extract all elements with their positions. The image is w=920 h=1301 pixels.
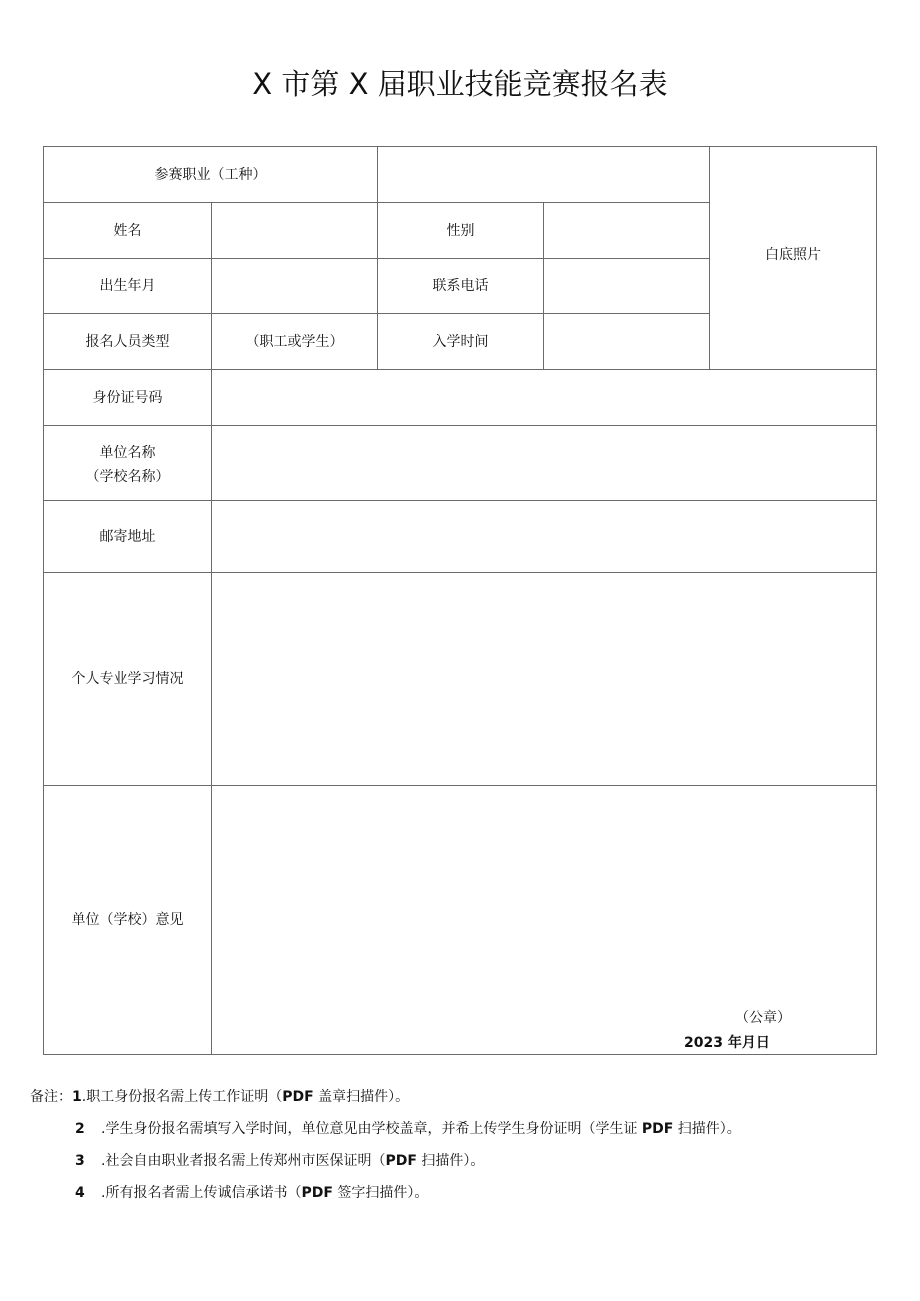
birth-label: 出生年月 xyxy=(44,259,212,314)
notes-prefix: 备注： xyxy=(30,1089,72,1105)
note-number: 4 xyxy=(75,1185,85,1201)
note-text-end: 扫描件）。 xyxy=(416,1153,485,1169)
note-text-end: 签字扫描件）。 xyxy=(332,1185,429,1201)
enroll-field[interactable] xyxy=(544,314,710,370)
note-text: .职工身份报名需上传工作证明（ xyxy=(81,1089,283,1105)
birth-field[interactable] xyxy=(212,259,378,314)
phone-label: 联系电话 xyxy=(378,259,544,314)
note-pdf: PDF xyxy=(641,1121,674,1137)
registration-form-table xyxy=(43,146,877,1055)
opinion-label: 单位（学校）意见 xyxy=(44,786,212,1055)
unit-label xyxy=(44,426,212,501)
note-text: .学生身份报名需填写入学时间，单位意见由学校盖章，并希上传学生身份证明（学生证 xyxy=(101,1121,642,1137)
type-field[interactable] xyxy=(212,314,378,370)
note-number: 1 xyxy=(72,1089,82,1105)
enroll-label: 入学时间 xyxy=(378,314,544,370)
type-hint: （职工或学生） xyxy=(245,333,344,350)
seal-text: （公章） xyxy=(735,1010,791,1026)
study-field[interactable] xyxy=(212,573,877,786)
page-title: X 市第 X 届职业技能竞赛报名表 xyxy=(252,67,668,101)
note-pdf: PDF xyxy=(385,1153,417,1169)
unit-label-line1: 单位名称 xyxy=(99,445,156,461)
unit-field[interactable] xyxy=(212,426,877,501)
note-text-end: 扫描件）。 xyxy=(673,1121,741,1137)
address-field[interactable] xyxy=(212,501,877,573)
gender-field[interactable] xyxy=(544,203,710,259)
study-label: 个人专业学习情况 xyxy=(44,573,212,786)
note-text-end: 盖章扫描件）。 xyxy=(313,1089,410,1105)
name-field[interactable] xyxy=(212,203,378,259)
unit-label-line2: （学校名称） xyxy=(85,469,170,485)
photo-box[interactable] xyxy=(710,147,877,370)
note-text: .社会自由职业者报名需上传郑州市医保证明（ xyxy=(101,1153,386,1169)
note-number: 2 xyxy=(75,1121,85,1137)
note-3 xyxy=(75,1151,484,1171)
date-text: 2023 年月日 xyxy=(684,1035,770,1051)
occupation-field[interactable] xyxy=(378,147,710,203)
note-number: 3 xyxy=(75,1153,85,1169)
phone-field[interactable] xyxy=(544,259,710,314)
id-label: 身份证号码 xyxy=(44,370,212,426)
address-label: 邮寄地址 xyxy=(44,501,212,573)
id-field[interactable] xyxy=(212,370,877,426)
note-4 xyxy=(75,1183,428,1203)
occupation-label: 参赛职业（工种） xyxy=(44,147,378,203)
opinion-field[interactable] xyxy=(212,786,877,1055)
note-2 xyxy=(75,1119,741,1139)
note-pdf: PDF xyxy=(282,1089,314,1105)
name-label: 姓名 xyxy=(44,203,212,259)
note-1 xyxy=(30,1087,409,1107)
note-pdf: PDF xyxy=(301,1185,333,1201)
type-label: 报名人员类型 xyxy=(44,314,212,370)
note-text: .所有报名者需上传诚信承诺书（ xyxy=(101,1185,302,1201)
photo-label: 白底照片 xyxy=(765,247,821,263)
gender-label: 性别 xyxy=(378,203,544,259)
